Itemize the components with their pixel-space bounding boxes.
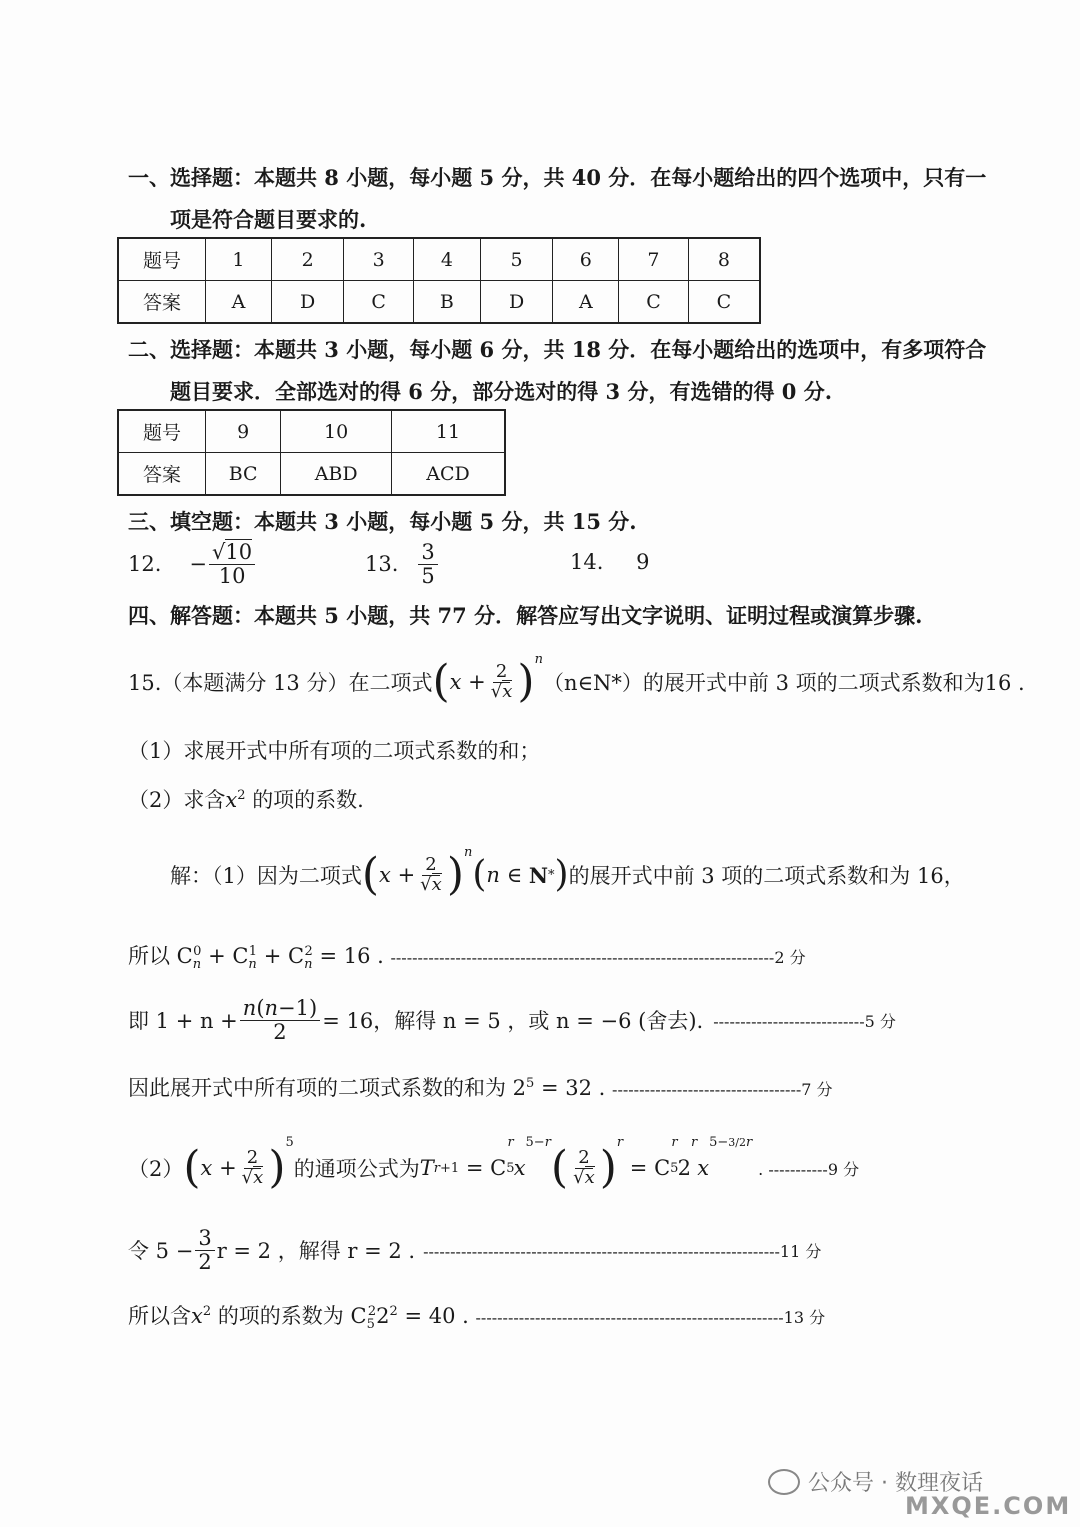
solution-step1: 解：（1）因为二项式 ( x + $\frac{2}{√x}$ ) $^n$ ( n ∈ N * ) 的展开式中前 3 项的二项式系数和为 16， [170, 845, 965, 900]
sol-step5-pre: （2） [128, 1157, 184, 1181]
row-label: 题号 [118, 410, 206, 453]
q15-part2: （2）求含$x^2$ 的项的系数. [128, 788, 364, 812]
watermark-label: 公众号 · 数理夜话 [808, 1471, 983, 1496]
q-answer: BC [206, 453, 281, 496]
q-num: 7 [619, 238, 688, 281]
section3-heading: 三、填空题：本题共 3 小题，每小题 5 分，共 15 分. [128, 509, 637, 534]
solution-step3: 即 1 + n + $\frac{n(n-1)}{2}$ = 16，解得 n = 5 ，或 n = −6 (舍去). ----------------------------5 分 [128, 996, 896, 1044]
q12-denominator: 10 [218, 563, 246, 588]
q-num: 8 [688, 238, 760, 281]
q-num: 1 [206, 238, 272, 281]
section2-heading-cont: 题目要求．全部选对的得 6 分，部分选对的得 3 分，有选错的得 0 分. [170, 379, 833, 404]
q-answer: D [271, 281, 344, 324]
answer-table-2 [117, 409, 506, 496]
q-num: 9 [206, 410, 281, 453]
sol-step3-post: = 16，解得 n = 5 ，或 n = −6 (舍去). [322, 1009, 704, 1033]
row-label: 答案 [118, 453, 206, 496]
sol-step2-eq: = 16 . [319, 944, 384, 968]
solution-step2: 所以 $C_n^0 + C_n^1 + C_n^2 = 16$ . -----------------------------------------------------------------------2 分 [128, 944, 806, 973]
q15-part1: （1）求展开式中所有项的二项式系数的和； [128, 739, 541, 763]
q14-label: 14. [570, 550, 604, 574]
q-num: 10 [281, 410, 392, 453]
q-answer: C [688, 281, 760, 324]
row-label: 答案 [118, 281, 206, 324]
wechat-icon [768, 1469, 800, 1495]
q13-fraction [418, 541, 437, 586]
solution-step4: 因此展开式中所有项的二项式系数的和为 $2^5 = 32$ . -----------------------------------7 分 [128, 1076, 833, 1100]
row-label: 题号 [118, 238, 206, 281]
q15-part2-post: 的项的系数. [252, 788, 364, 812]
q-answer: B [413, 281, 480, 324]
answer-table-1 [117, 237, 761, 324]
q12-fraction: $\frac{√10}{10}$ [209, 541, 255, 586]
answer-14 [570, 550, 649, 574]
q-answer: C [344, 281, 413, 324]
q14-value: 9 [636, 550, 650, 574]
sol-step6-score: ------------------------------------------------------------------11 分 [423, 1241, 822, 1261]
sol-step2-score: -----------------------------------------------------------------------2 分 [390, 948, 806, 967]
section4-heading: 四、解答题：本题共 5 小题，共 77 分．解答应写出文字说明、证明过程或演算步骤. [128, 603, 923, 628]
q15-prefix: 15.（本题满分 13 分）在二项式 [128, 671, 433, 695]
q-num: 6 [553, 238, 619, 281]
q12-label: 12. [128, 552, 162, 576]
q15-suffix: 的展开式中前 3 项的二项式系数和为16 . [642, 671, 1025, 695]
sol-step4-text: 因此展开式中所有项的二项式系数的和为 [128, 1076, 506, 1100]
sol-step4-score: -----------------------------------7 分 [612, 1080, 833, 1099]
sol-step5-score: . -----------9 分 [758, 1159, 860, 1179]
q-answer: D [480, 281, 553, 324]
sol-step6-pre: 令 5 − [128, 1239, 194, 1263]
watermark-site: MXQE.COM [905, 1492, 1072, 1520]
q-num: 5 [480, 238, 553, 281]
solution-step6: 令 5 − $\frac{3}{2}$ r = 2 ，解得 r = 2 . ------------------------------------------------------------------11 分 [128, 1226, 822, 1274]
q12-numerator: 10 [225, 540, 253, 565]
sol-step1-post: 的展开式中前 3 项的二项式系数和为 16， [568, 864, 965, 888]
sol-step4-eq: = 32 . [541, 1076, 606, 1100]
q15-statement: 15.（本题满分 13 分）在二项式 ( x + $\frac{2}{√x}$ ) $^n$ （n∈N*） 的展开式中前 3 项的二项式系数和为16 . [128, 652, 1025, 707]
answer-12 [128, 538, 257, 590]
sol-step7-pre: 所以含 [128, 1304, 191, 1328]
q13-label: 13. [365, 552, 399, 576]
sol-step3-pre: 即 1 + n + [128, 1009, 238, 1033]
q-answer: A [553, 281, 619, 324]
answer-13 [365, 538, 440, 590]
sol-step2-pre: 所以 [128, 944, 170, 968]
q-num: 11 [392, 410, 505, 453]
section1-heading: 一、选择题：本题共 8 小题，每小题 5 分，共 40 分．在每小题给出的四个选项中，只有一 [128, 165, 987, 190]
sol-step3-score: ----------------------------5 分 [713, 1011, 896, 1031]
sol-step7-score: ---------------------------------------------------------13 分 [475, 1308, 826, 1327]
solution-step5: （2） ( x + $\frac{2}{√x}$ ) $^5$ 的通项公式为 T r+1 = C 5 r x 5−r ( $\frac{2}{√x}$ ) $^r$ = C 5 r 2 r x 5−3/2r . -----------9 分 [128, 1135, 860, 1193]
q-answer: C [619, 281, 688, 324]
sol-step7-eq: = 40 . [404, 1304, 469, 1328]
q15-condition: （n∈N*） [542, 671, 643, 695]
sol-step1-pre: 解：（1）因为二项式 [170, 864, 362, 888]
section1-heading-cont: 项是符合题目要求的. [170, 207, 367, 232]
q-num: 3 [344, 238, 413, 281]
q-answer: ACD [392, 453, 505, 496]
q13-denominator: 5 [421, 563, 435, 588]
sol-step6-post: r = 2 ，解得 r = 2 . [216, 1239, 416, 1263]
q15-part2-pre: （2）求含 [128, 788, 226, 812]
q-answer: A [206, 281, 272, 324]
q-num: 2 [271, 238, 344, 281]
q-num: 4 [413, 238, 480, 281]
sol-step7-mid: 的项的系数为 [217, 1304, 344, 1328]
q13-numerator: 3 [418, 541, 437, 564]
q12-sign: − [189, 552, 208, 576]
sol-step5-mid: 的通项公式为 [293, 1157, 420, 1181]
section2-heading: 二、选择题：本题共 3 小题，每小题 6 分，共 18 分．在每小题给出的选项中，有多项符合 [128, 337, 987, 362]
q-answer: ABD [281, 453, 392, 496]
solution-step7: 所以含$x^2$ 的项的系数为 $C_5^22^2 = 40$ . ---------------------------------------------------------13 分 [128, 1304, 826, 1333]
